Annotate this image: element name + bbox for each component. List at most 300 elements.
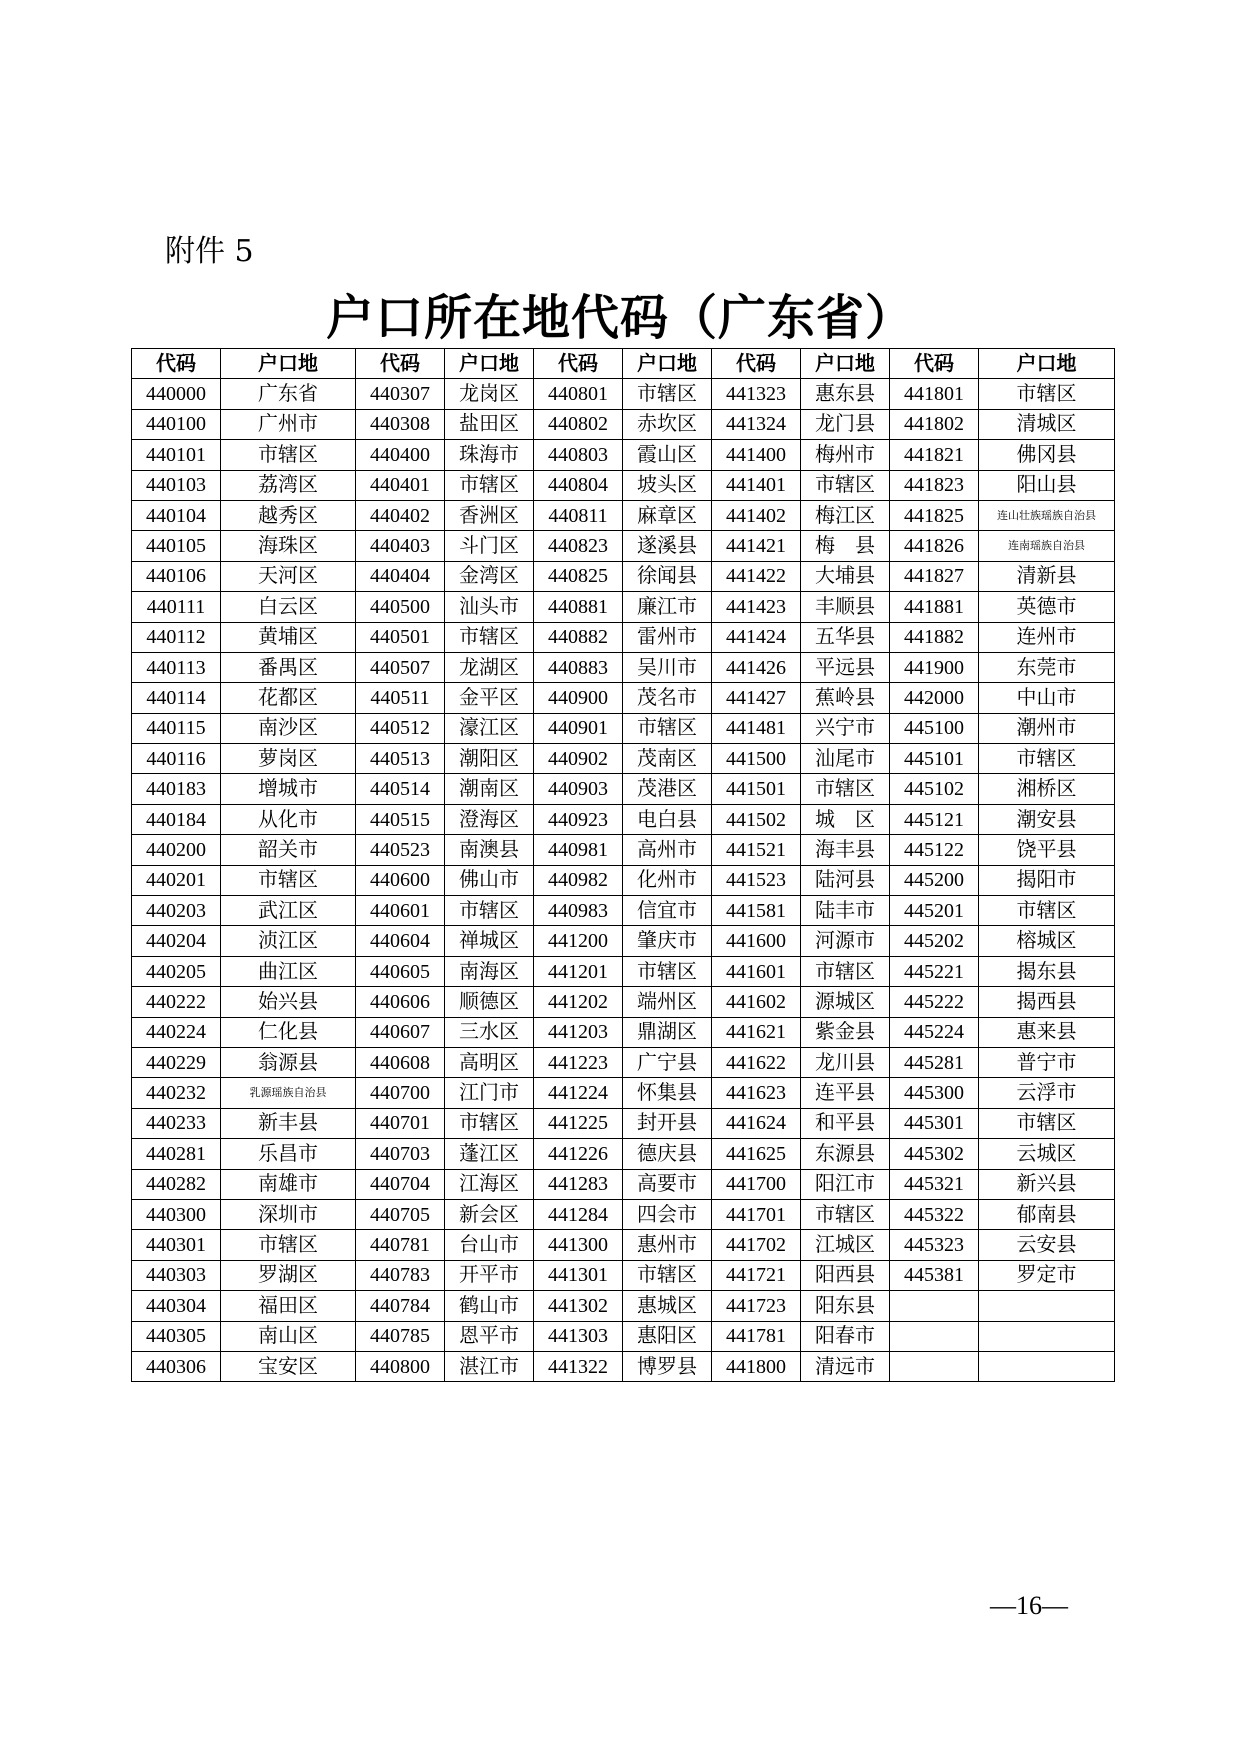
- place-cell: 市辖区: [979, 744, 1115, 774]
- table-row: [132, 1230, 1115, 1260]
- place-cell: 市辖区: [221, 440, 356, 470]
- code-cell: 441601: [712, 956, 801, 986]
- code-cell: 440500: [356, 592, 445, 622]
- place-cell: 濠江区: [445, 713, 534, 743]
- code-cell: 441322: [534, 1351, 623, 1381]
- place-cell: 梅 县: [801, 531, 890, 561]
- column-header-place: 户口地: [221, 349, 356, 379]
- place-cell: [979, 1291, 1115, 1321]
- code-cell: 440401: [356, 470, 445, 500]
- place-cell: 连山壮族瑶族自治县: [979, 500, 1115, 530]
- place-cell: 惠来县: [979, 1017, 1115, 1047]
- code-cell: 440403: [356, 531, 445, 561]
- code-cell: 441421: [712, 531, 801, 561]
- place-cell: 东莞市: [979, 652, 1115, 682]
- code-cell: 441302: [534, 1291, 623, 1321]
- column-header-code: 代码: [890, 349, 979, 379]
- code-cell: 440232: [132, 1078, 221, 1108]
- code-cell: 441323: [712, 379, 801, 409]
- code-cell: 441882: [890, 622, 979, 652]
- code-cell: 441702: [712, 1230, 801, 1260]
- place-cell: 始兴县: [221, 987, 356, 1017]
- code-cell: 440306: [132, 1351, 221, 1381]
- code-cell: 440514: [356, 774, 445, 804]
- place-cell: 罗湖区: [221, 1260, 356, 1290]
- code-cell: 445323: [890, 1230, 979, 1260]
- code-cell: 441423: [712, 592, 801, 622]
- place-cell: 肇庆市: [623, 926, 712, 956]
- place-cell: 龙岗区: [445, 379, 534, 409]
- code-cell: 440781: [356, 1230, 445, 1260]
- code-cell: 445301: [890, 1108, 979, 1138]
- table-row: [132, 956, 1115, 986]
- code-cell: 440203: [132, 896, 221, 926]
- place-cell: 蓬江区: [445, 1139, 534, 1169]
- code-cell: 440106: [132, 561, 221, 591]
- place-cell: 阳江市: [801, 1169, 890, 1199]
- place-cell: 清新县: [979, 561, 1115, 591]
- place-cell: 宝安区: [221, 1351, 356, 1381]
- table-row: [132, 683, 1115, 713]
- place-cell: 市辖区: [445, 1108, 534, 1138]
- code-cell: 440105: [132, 531, 221, 561]
- table-row: [132, 440, 1115, 470]
- table-row: [132, 1351, 1115, 1381]
- code-cell: 440204: [132, 926, 221, 956]
- code-cell: 445300: [890, 1078, 979, 1108]
- place-cell: 南山区: [221, 1321, 356, 1351]
- code-cell: 440303: [132, 1260, 221, 1290]
- code-cell: 441426: [712, 652, 801, 682]
- code-cell: 441300: [534, 1230, 623, 1260]
- column-header-code: 代码: [356, 349, 445, 379]
- column-header-code: 代码: [132, 349, 221, 379]
- place-cell: 市辖区: [221, 1230, 356, 1260]
- code-cell: 440281: [132, 1139, 221, 1169]
- table-row: [132, 1108, 1115, 1138]
- place-cell: 浈江区: [221, 926, 356, 956]
- code-cell: 440881: [534, 592, 623, 622]
- code-cell: 440183: [132, 774, 221, 804]
- place-cell: 潮州市: [979, 713, 1115, 743]
- place-cell: 陆河县: [801, 865, 890, 895]
- place-cell: 平远县: [801, 652, 890, 682]
- place-cell: 麻章区: [623, 500, 712, 530]
- place-cell: 梅州市: [801, 440, 890, 470]
- code-cell: 441401: [712, 470, 801, 500]
- code-cell: 445322: [890, 1199, 979, 1229]
- code-cell: 440882: [534, 622, 623, 652]
- place-cell: 市辖区: [979, 379, 1115, 409]
- table-row: [132, 1260, 1115, 1290]
- place-cell: 武江区: [221, 896, 356, 926]
- place-cell: 顺德区: [445, 987, 534, 1017]
- place-cell: 市辖区: [221, 865, 356, 895]
- table-row: [132, 1047, 1115, 1077]
- code-cell: 441324: [712, 409, 801, 439]
- code-cell: 441823: [890, 470, 979, 500]
- place-cell: 茂南区: [623, 744, 712, 774]
- place-cell: 中山市: [979, 683, 1115, 713]
- code-cell: [890, 1291, 979, 1321]
- code-cell: 440224: [132, 1017, 221, 1047]
- place-cell: 清远市: [801, 1351, 890, 1381]
- code-cell: 440900: [534, 683, 623, 713]
- code-cell: [890, 1351, 979, 1381]
- place-cell: 福田区: [221, 1291, 356, 1321]
- table-row: [132, 744, 1115, 774]
- place-cell: 南澳县: [445, 835, 534, 865]
- place-cell: 鼎湖区: [623, 1017, 712, 1047]
- place-cell: 佛山市: [445, 865, 534, 895]
- code-cell: 440114: [132, 683, 221, 713]
- place-cell: 金平区: [445, 683, 534, 713]
- page-title: 户口所在地代码（广东省）: [325, 290, 914, 346]
- place-cell: 黄埔区: [221, 622, 356, 652]
- place-cell: 鹤山市: [445, 1291, 534, 1321]
- attachment-label: 附件 5: [165, 234, 254, 269]
- code-cell: 441802: [890, 409, 979, 439]
- code-cell: 440222: [132, 987, 221, 1017]
- code-cell: 441226: [534, 1139, 623, 1169]
- place-cell: 南海区: [445, 956, 534, 986]
- code-cell: 440606: [356, 987, 445, 1017]
- code-cell: 440523: [356, 835, 445, 865]
- place-cell: 阳西县: [801, 1260, 890, 1290]
- place-cell: 乳源瑶族自治县: [221, 1078, 356, 1108]
- code-cell: 440801: [534, 379, 623, 409]
- table-row: [132, 470, 1115, 500]
- code-cell: 441721: [712, 1260, 801, 1290]
- code-cell: 440825: [534, 561, 623, 591]
- code-cell: 441827: [890, 561, 979, 591]
- code-cell: 440304: [132, 1291, 221, 1321]
- code-cell: 441223: [534, 1047, 623, 1077]
- place-cell: 珠海市: [445, 440, 534, 470]
- column-header-place: 户口地: [801, 349, 890, 379]
- place-cell: 曲江区: [221, 956, 356, 986]
- place-cell: 霞山区: [623, 440, 712, 470]
- code-cell: 440983: [534, 896, 623, 926]
- place-cell: 花都区: [221, 683, 356, 713]
- code-cell: 441801: [890, 379, 979, 409]
- code-cell: 440184: [132, 804, 221, 834]
- place-cell: 遂溪县: [623, 531, 712, 561]
- table-row: [132, 1017, 1115, 1047]
- place-cell: 五华县: [801, 622, 890, 652]
- place-cell: 广州市: [221, 409, 356, 439]
- code-cell: 441521: [712, 835, 801, 865]
- code-cell: 440701: [356, 1108, 445, 1138]
- code-cell: 441200: [534, 926, 623, 956]
- code-cell: 445201: [890, 896, 979, 926]
- code-cell: 440804: [534, 470, 623, 500]
- code-cell: 441427: [712, 683, 801, 713]
- place-cell: 大埔县: [801, 561, 890, 591]
- code-cell: 441900: [890, 652, 979, 682]
- place-cell: 市辖区: [801, 470, 890, 500]
- code-cell: 440783: [356, 1260, 445, 1290]
- code-cell: 440307: [356, 379, 445, 409]
- table-row: [132, 1078, 1115, 1108]
- table-row: [132, 379, 1115, 409]
- code-cell: 440784: [356, 1291, 445, 1321]
- code-cell: 440901: [534, 713, 623, 743]
- place-cell: 英德市: [979, 592, 1115, 622]
- table-row: [132, 1139, 1115, 1169]
- place-cell: 封开县: [623, 1108, 712, 1138]
- code-cell: 440101: [132, 440, 221, 470]
- code-cell: 440103: [132, 470, 221, 500]
- code-cell: 441623: [712, 1078, 801, 1108]
- code-cell: 440823: [534, 531, 623, 561]
- code-cell: 440705: [356, 1199, 445, 1229]
- code-cell: 441625: [712, 1139, 801, 1169]
- code-cell: 441622: [712, 1047, 801, 1077]
- place-cell: 惠城区: [623, 1291, 712, 1321]
- place-cell: 怀集县: [623, 1078, 712, 1108]
- code-cell: 440282: [132, 1169, 221, 1199]
- code-cell: 440229: [132, 1047, 221, 1077]
- code-cell: 441400: [712, 440, 801, 470]
- place-cell: 云浮市: [979, 1078, 1115, 1108]
- code-cell: 441781: [712, 1321, 801, 1351]
- place-cell: 广东省: [221, 379, 356, 409]
- place-cell: 阳东县: [801, 1291, 890, 1321]
- table-row: [132, 561, 1115, 591]
- code-cell: 441881: [890, 592, 979, 622]
- code-cell: 440601: [356, 896, 445, 926]
- table-row: [132, 865, 1115, 895]
- code-cell: 440308: [356, 409, 445, 439]
- place-cell: 廉江市: [623, 592, 712, 622]
- table-row: [132, 592, 1115, 622]
- place-cell: 市辖区: [623, 1260, 712, 1290]
- code-cell: 440511: [356, 683, 445, 713]
- place-cell: 开平市: [445, 1260, 534, 1290]
- place-cell: 增城市: [221, 774, 356, 804]
- code-cell: 445121: [890, 804, 979, 834]
- place-cell: 吴川市: [623, 652, 712, 682]
- code-cell: 440116: [132, 744, 221, 774]
- code-cell: 441700: [712, 1169, 801, 1199]
- code-cell: 441602: [712, 987, 801, 1017]
- code-cell: 445100: [890, 713, 979, 743]
- code-cell: 440605: [356, 956, 445, 986]
- place-cell: 揭东县: [979, 956, 1115, 986]
- code-cell: 440112: [132, 622, 221, 652]
- place-cell: 博罗县: [623, 1351, 712, 1381]
- code-cell: 440883: [534, 652, 623, 682]
- place-cell: 城 区: [801, 804, 890, 834]
- place-cell: 连南瑶族自治县: [979, 531, 1115, 561]
- code-cell: 440305: [132, 1321, 221, 1351]
- place-cell: 澄海区: [445, 804, 534, 834]
- code-cell: 440104: [132, 500, 221, 530]
- code-cell: 445101: [890, 744, 979, 774]
- code-cell: 441284: [534, 1199, 623, 1229]
- place-cell: 市辖区: [801, 774, 890, 804]
- code-cell: 445321: [890, 1169, 979, 1199]
- column-header-place: 户口地: [623, 349, 712, 379]
- table-row: [132, 1291, 1115, 1321]
- place-cell: 源城区: [801, 987, 890, 1017]
- table-row: [132, 835, 1115, 865]
- code-cell: 441283: [534, 1169, 623, 1199]
- place-cell: 深圳市: [221, 1199, 356, 1229]
- place-cell: 丰顺县: [801, 592, 890, 622]
- place-cell: 市辖区: [445, 622, 534, 652]
- place-cell: 龙湖区: [445, 652, 534, 682]
- page-number: —16—: [990, 1591, 1068, 1620]
- place-cell: 龙门县: [801, 409, 890, 439]
- place-cell: 端州区: [623, 987, 712, 1017]
- code-cell: 440512: [356, 713, 445, 743]
- place-cell: 乐昌市: [221, 1139, 356, 1169]
- code-cell: 440800: [356, 1351, 445, 1381]
- place-cell: 斗门区: [445, 531, 534, 561]
- code-cell: 440100: [132, 409, 221, 439]
- place-cell: 罗定市: [979, 1260, 1115, 1290]
- place-cell: 市辖区: [623, 956, 712, 986]
- code-cell: 440982: [534, 865, 623, 895]
- code-cell: 440700: [356, 1078, 445, 1108]
- column-header-place: 户口地: [979, 349, 1115, 379]
- place-cell: 揭阳市: [979, 865, 1115, 895]
- place-cell: 云城区: [979, 1139, 1115, 1169]
- code-cell: 441303: [534, 1321, 623, 1351]
- place-cell: 云安县: [979, 1230, 1115, 1260]
- code-cell: 441481: [712, 713, 801, 743]
- code-cell: 445221: [890, 956, 979, 986]
- place-cell: 和平县: [801, 1108, 890, 1138]
- code-cell: 441821: [890, 440, 979, 470]
- place-cell: 市辖区: [979, 1108, 1115, 1138]
- code-cell: 440515: [356, 804, 445, 834]
- place-cell: 阳山县: [979, 470, 1115, 500]
- place-cell: 梅江区: [801, 500, 890, 530]
- code-cell: 441225: [534, 1108, 623, 1138]
- place-cell: 汕头市: [445, 592, 534, 622]
- table-header-row: [132, 349, 1115, 379]
- code-cell: [890, 1321, 979, 1351]
- code-cell: 445200: [890, 865, 979, 895]
- table-row: [132, 774, 1115, 804]
- place-cell: 惠东县: [801, 379, 890, 409]
- place-cell: 湛江市: [445, 1351, 534, 1381]
- code-cell: 440501: [356, 622, 445, 652]
- code-cell: 440811: [534, 500, 623, 530]
- table-body: [132, 379, 1115, 1382]
- place-cell: 连州市: [979, 622, 1115, 652]
- code-cell: 441224: [534, 1078, 623, 1108]
- place-cell: 惠州市: [623, 1230, 712, 1260]
- code-cell: 441402: [712, 500, 801, 530]
- code-cell: 445222: [890, 987, 979, 1017]
- place-cell: 兴宁市: [801, 713, 890, 743]
- place-cell: 潮阳区: [445, 744, 534, 774]
- place-cell: [979, 1321, 1115, 1351]
- place-cell: 番禺区: [221, 652, 356, 682]
- place-cell: 金湾区: [445, 561, 534, 591]
- code-cell: 441624: [712, 1108, 801, 1138]
- code-cell: 445122: [890, 835, 979, 865]
- place-cell: 茂港区: [623, 774, 712, 804]
- place-cell: 惠阳区: [623, 1321, 712, 1351]
- code-cell: 440404: [356, 561, 445, 591]
- place-cell: 市辖区: [445, 896, 534, 926]
- place-cell: 化州市: [623, 865, 712, 895]
- place-cell: 湘桥区: [979, 774, 1115, 804]
- place-cell: 盐田区: [445, 409, 534, 439]
- place-cell: 连平县: [801, 1078, 890, 1108]
- place-cell: 榕城区: [979, 926, 1115, 956]
- code-cell: 440802: [534, 409, 623, 439]
- table-row: [132, 531, 1115, 561]
- place-cell: 市辖区: [801, 956, 890, 986]
- code-cell: 445224: [890, 1017, 979, 1047]
- code-cell: 440803: [534, 440, 623, 470]
- place-cell: 高要市: [623, 1169, 712, 1199]
- place-cell: 海丰县: [801, 835, 890, 865]
- code-cell: 440703: [356, 1139, 445, 1169]
- code-cell: 445281: [890, 1047, 979, 1077]
- place-cell: 新兴县: [979, 1169, 1115, 1199]
- place-cell: 江门市: [445, 1078, 534, 1108]
- code-cell: 440400: [356, 440, 445, 470]
- place-cell: 紫金县: [801, 1017, 890, 1047]
- code-cell: 441500: [712, 744, 801, 774]
- table-row: [132, 1199, 1115, 1229]
- code-cell: 441723: [712, 1291, 801, 1321]
- code-cell: 445102: [890, 774, 979, 804]
- place-cell: 高明区: [445, 1047, 534, 1077]
- place-cell: 三水区: [445, 1017, 534, 1047]
- code-cell: 441600: [712, 926, 801, 956]
- code-cell: 441201: [534, 956, 623, 986]
- table-row: [132, 622, 1115, 652]
- code-cell: 440902: [534, 744, 623, 774]
- place-cell: 德庆县: [623, 1139, 712, 1169]
- code-cell: 440923: [534, 804, 623, 834]
- place-cell: 蕉岭县: [801, 683, 890, 713]
- table-row: [132, 804, 1115, 834]
- code-cell: 441202: [534, 987, 623, 1017]
- table-row: [132, 409, 1115, 439]
- place-cell: 饶平县: [979, 835, 1115, 865]
- code-cell: 441502: [712, 804, 801, 834]
- code-cell: 441701: [712, 1199, 801, 1229]
- code-cell: 441424: [712, 622, 801, 652]
- place-cell: 白云区: [221, 592, 356, 622]
- place-cell: 潮安县: [979, 804, 1115, 834]
- place-cell: 香洲区: [445, 500, 534, 530]
- place-cell: 翁源县: [221, 1047, 356, 1077]
- place-cell: 茂名市: [623, 683, 712, 713]
- table-row: [132, 652, 1115, 682]
- table-row: [132, 713, 1115, 743]
- place-cell: 禅城区: [445, 926, 534, 956]
- code-cell: 441501: [712, 774, 801, 804]
- place-cell: 揭西县: [979, 987, 1115, 1017]
- place-cell: 韶关市: [221, 835, 356, 865]
- place-cell: 天河区: [221, 561, 356, 591]
- code-cell: 445381: [890, 1260, 979, 1290]
- code-cell: 442000: [890, 683, 979, 713]
- place-cell: 新会区: [445, 1199, 534, 1229]
- code-cell: 440300: [132, 1199, 221, 1229]
- place-cell: 郁南县: [979, 1199, 1115, 1229]
